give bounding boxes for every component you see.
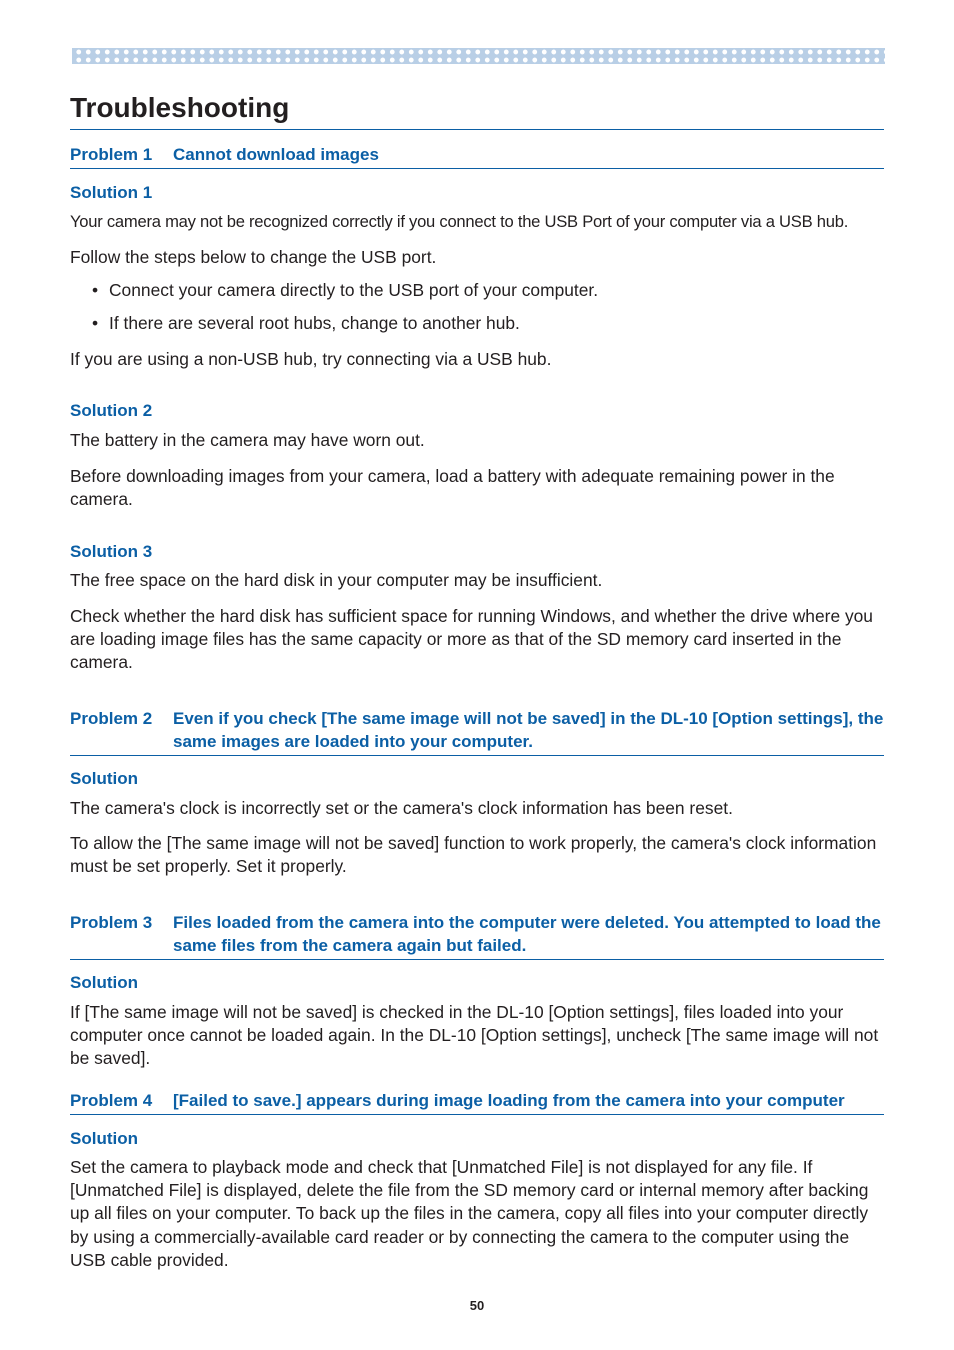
- problem-2-solution-paragraph-2: To allow the [The same image will not be saved] function to work properly, the camera's clock information must be set properly. Set it properly.: [70, 833, 877, 877]
- problem-1-divider: [70, 168, 884, 169]
- problem-4-heading: [70, 1089, 884, 1112]
- solution-1-paragraph-1: Your camera may not be recognized correctly if you connect to the USB Port of your computer via a USB hub.: [70, 212, 849, 231]
- decorative-pattern-bar: [72, 48, 885, 64]
- list-item-text: Connect your camera directly to the USB port of your computer.: [109, 280, 599, 300]
- problem-label: Problem 4: [70, 1091, 153, 1110]
- problem-text: Cannot download images: [173, 145, 379, 164]
- problem-2-heading: [70, 707, 884, 753]
- page-title: Troubleshooting: [70, 92, 290, 123]
- solution-1-heading: Solution 1: [70, 183, 153, 202]
- problem-1-heading: [70, 143, 884, 166]
- title-divider: [70, 129, 884, 130]
- problem-label: Problem 2: [70, 709, 153, 728]
- list-item: [92, 312, 882, 335]
- list-item-text: If there are several root hubs, change to another hub.: [109, 313, 520, 333]
- problem-3-divider: [70, 959, 884, 960]
- solution-2-paragraph-2: Before downloading images from your camera, load a battery with adequate remaining power in the camera.: [70, 466, 835, 510]
- solution-3-heading: Solution 3: [70, 542, 153, 561]
- problem-2-solution-heading: Solution: [70, 769, 138, 788]
- solution-3-paragraph-1: The free space on the hard disk in your computer may be insufficient.: [70, 570, 603, 590]
- problem-3-solution-heading: Solution: [70, 973, 138, 992]
- solution-1-paragraph-2: Follow the steps below to change the USB port.: [70, 247, 437, 267]
- problem-label: Problem 1: [70, 145, 153, 164]
- problem-2-solution-paragraph-1: The camera's clock is incorrectly set or the camera's clock information has been reset.: [70, 798, 733, 818]
- problem-2-divider: [70, 755, 884, 756]
- bullet-dot: •: [92, 313, 99, 333]
- problem-label: Problem 3: [70, 913, 153, 932]
- solution-3-paragraph-2: Check whether the hard disk has sufficient space for running Windows, and whether the drive where you are loading image files has the same capacity or more as that of the SD memory card inserted in the camera.: [70, 606, 873, 673]
- problem-text: Even if you check [The same image will not be saved] in the DL-10 [Option settings], the same images are loaded into your computer.: [173, 709, 884, 751]
- problem-4-divider: [70, 1114, 884, 1115]
- problem-4-solution-paragraph-1: Set the camera to playback mode and check that [Unmatched File] is not displayed for any file. If [Unmatched File] is displayed, delete the file from the SD memory card or internal memory after backing up all files on your computer. To back up the files in the camera, copy all files into your computer directly by using a commercially-available card reader or by connecting the camera to the computer using the USB cable provided.: [70, 1157, 869, 1270]
- page-number: 50: [469, 1298, 485, 1313]
- solution-1-paragraph-3: If you are using a non-USB hub, try connecting via a USB hub.: [70, 349, 552, 369]
- problem-3-solution-paragraph-1: If [The same image will not be saved] is checked in the DL-10 [Option settings], files loaded into your computer once cannot be loaded again. In the DL-10 [Option settings], uncheck [The same image will not be saved].: [70, 1002, 879, 1069]
- solution-2-heading: Solution 2: [70, 401, 153, 420]
- problem-3-heading: [70, 911, 884, 957]
- bullet-dot: •: [92, 280, 99, 300]
- problem-4-solution-heading: Solution: [70, 1129, 138, 1148]
- solution-2-paragraph-1: The battery in the camera may have worn out.: [70, 430, 425, 450]
- list-item: [92, 279, 882, 302]
- problem-text: Files loaded from the camera into the computer were deleted. You attempted to load the same files from the camera again but failed.: [173, 913, 881, 955]
- problem-text: [Failed to save.] appears during image loading from the camera into your computer: [173, 1091, 845, 1110]
